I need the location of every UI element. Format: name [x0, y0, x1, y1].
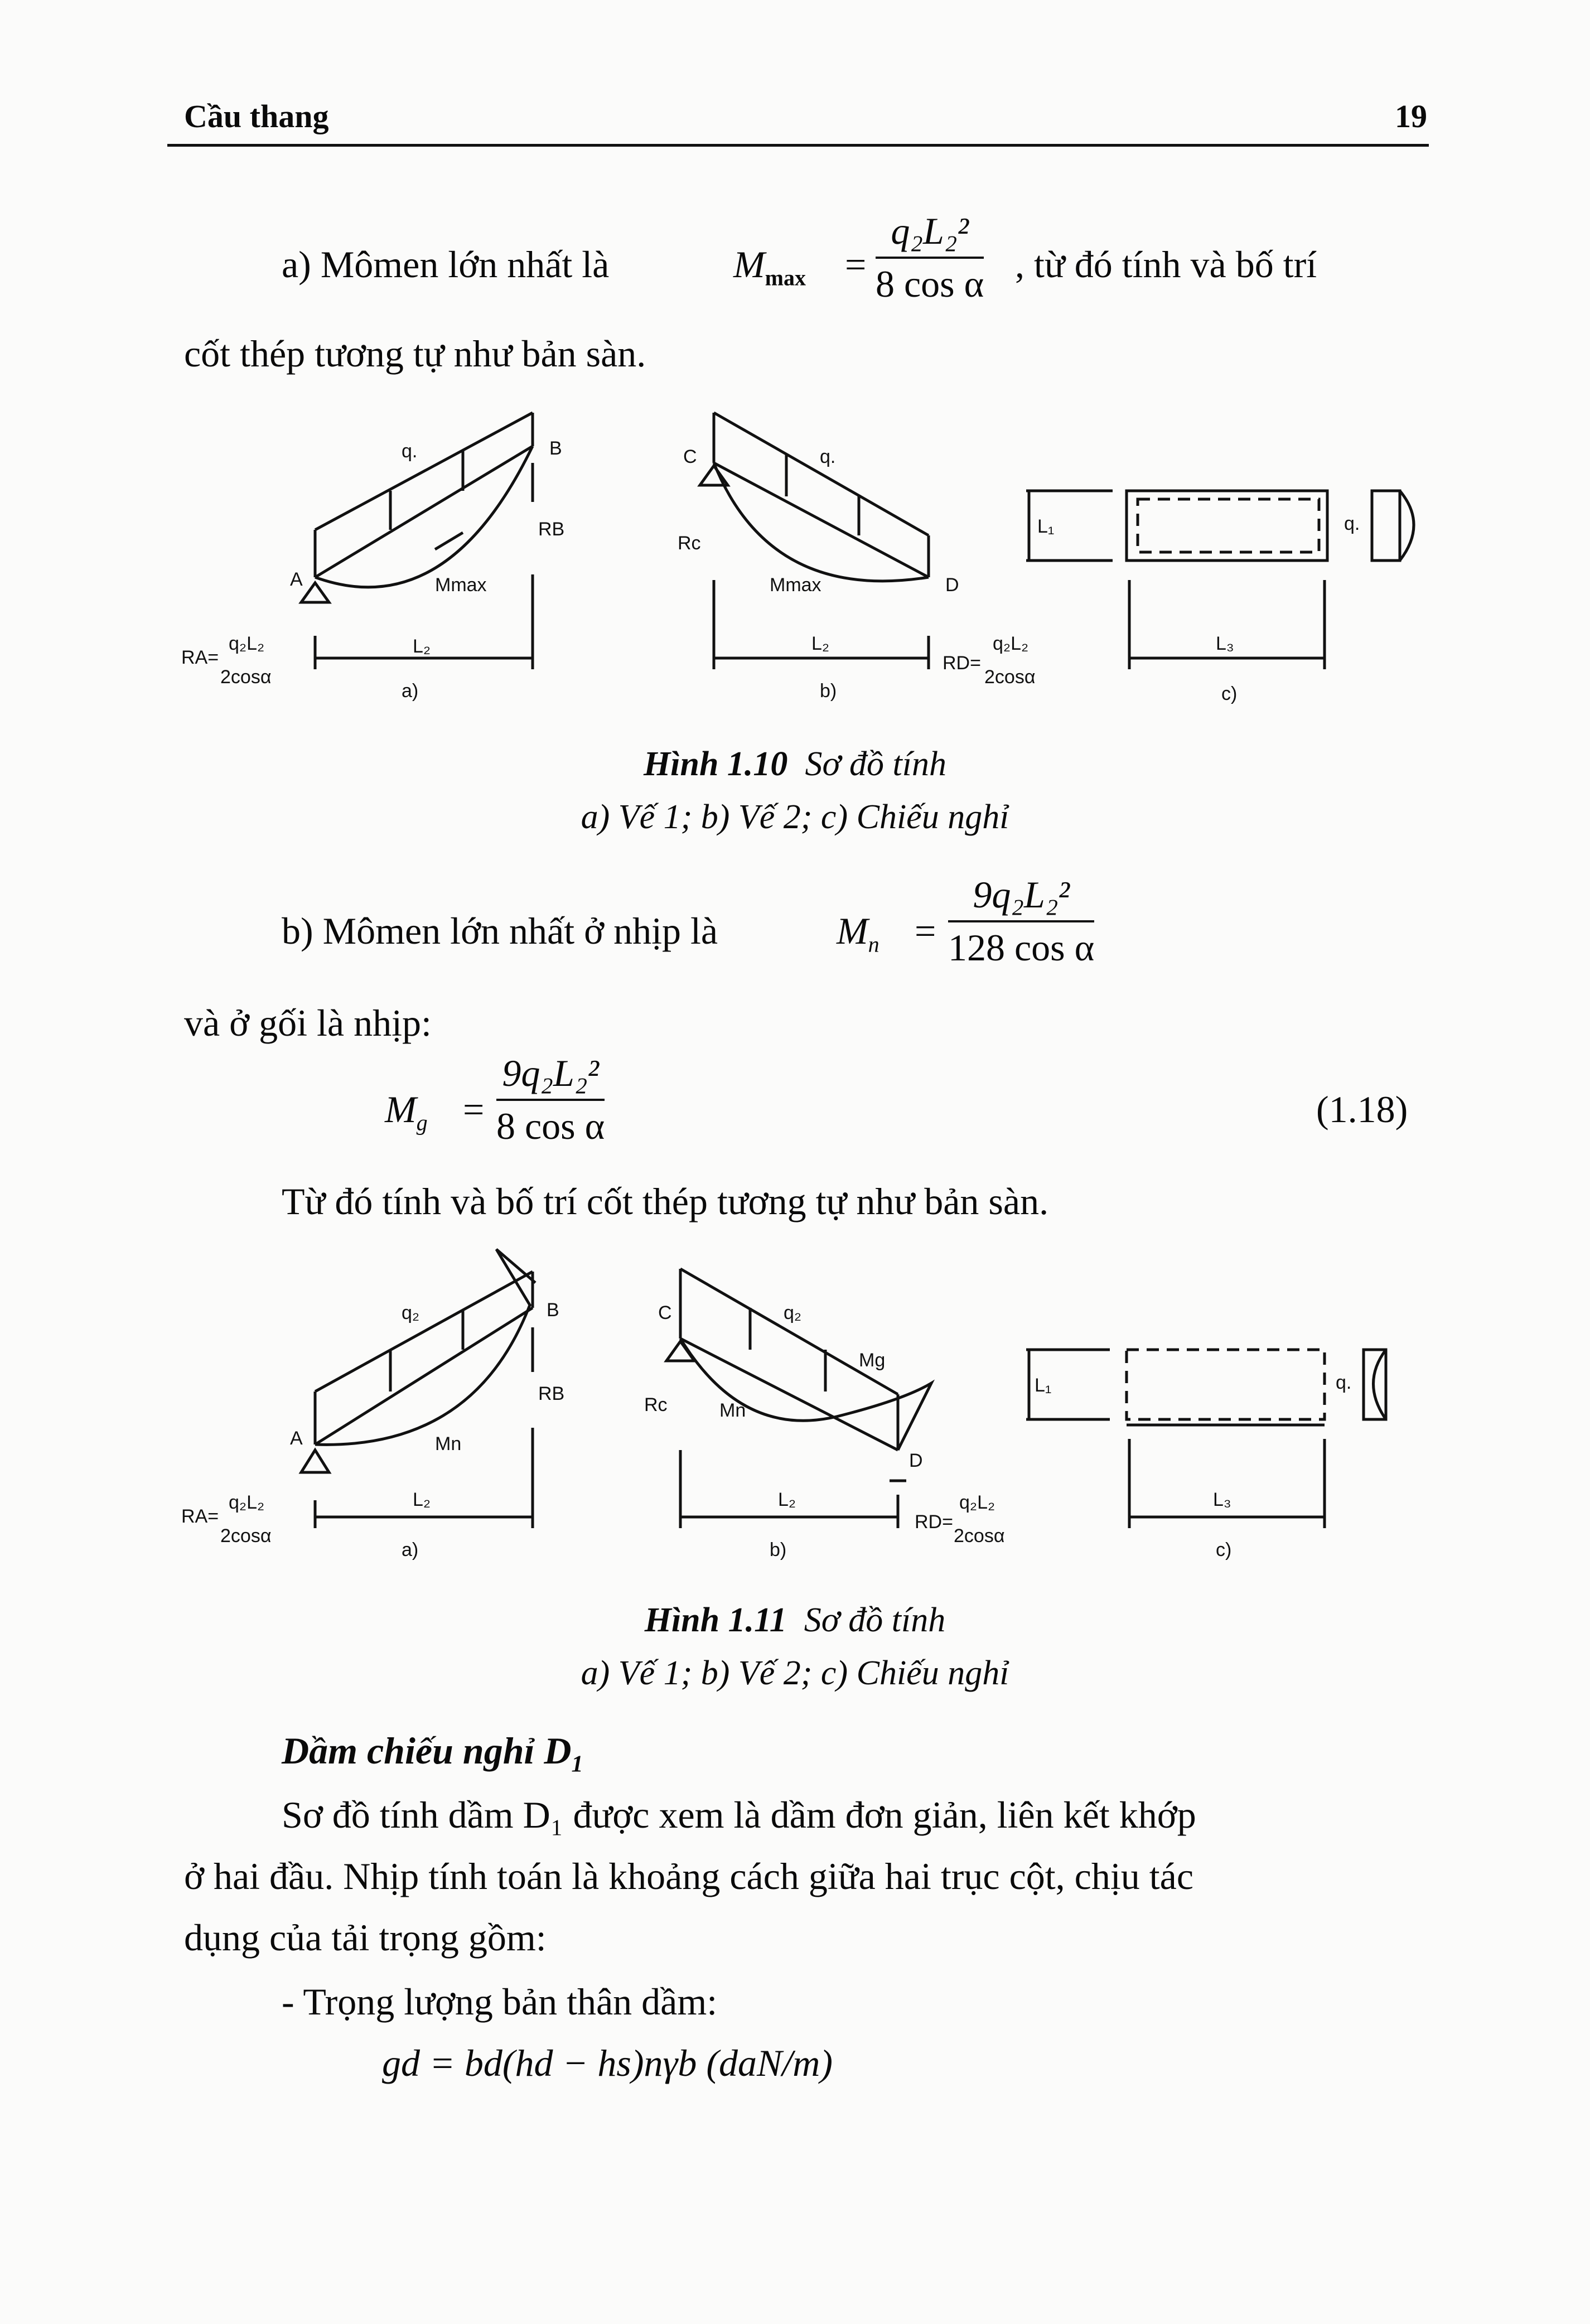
fig2-b-rc-label: Rc: [644, 1394, 668, 1415]
eq-a-continuation: cốt thép tương tự như bản sàn.: [184, 332, 646, 375]
page-number: 19: [1395, 98, 1427, 134]
section-para-line3: dụng của tải trọng gồm:: [184, 1916, 547, 1959]
eq-a-symbol: $M_{max}$: [733, 243, 806, 291]
fig2-a-a-label: A: [290, 1428, 303, 1449]
fig1-b-rd-num: q₂L₂: [993, 633, 1029, 654]
fig1-b-d-label: D: [945, 574, 959, 596]
fig2-a-ra-den: 2cosα: [220, 1525, 272, 1547]
fig2-a-q-label: q₂: [402, 1302, 420, 1323]
eq-g-after: Từ đó tính và bố trí cốt thép tương tự như bản sàn.: [282, 1180, 1049, 1223]
fig2-b-rd-den: 2cosα: [954, 1525, 1005, 1547]
eq-b-continuation: và ở gối là nhịp:: [184, 1002, 432, 1044]
section-bullet: - Trọng lượng bản thân dầm:: [282, 1980, 718, 2023]
fig2-a-rb-label: RB: [538, 1383, 565, 1404]
fig2-a-l2-label: L₂: [413, 1489, 431, 1510]
fig2-a-mn-label: Mn: [435, 1433, 462, 1455]
eq-g-symbol: $M_g$: [385, 1088, 428, 1136]
fig2-a-ra-lhs: RA=: [181, 1506, 219, 1527]
eq-a-denominator: 8 cos α: [876, 263, 984, 305]
fig2-b-c-label: C: [658, 1302, 672, 1323]
eq-g-equals: =: [463, 1088, 485, 1130]
fig2-a-load-line: [315, 1272, 533, 1391]
fig1-a-ra-num: q₂L₂: [229, 633, 265, 654]
eq-a-suffix: , từ đó tính và bố trí: [1015, 243, 1317, 286]
fig1-a-q-label: q.: [402, 441, 418, 462]
fig1-b-rc-label: Rc: [678, 533, 701, 554]
fig2-a-beam: [315, 1308, 533, 1444]
fig1-b-mmax-label: Mmax: [770, 574, 821, 596]
fig1-a-mmax-label: Mmax: [435, 574, 487, 596]
eq-a-numerator: q₂L₂²: [876, 209, 984, 259]
fig1-c-q-label: q.: [1344, 513, 1360, 534]
fig1-b-q-label: q.: [820, 446, 836, 467]
fig1-b-rd-den: 2cosα: [984, 666, 1036, 688]
eq-g-number: (1.18): [1316, 1088, 1408, 1130]
fig2-caption-sub: a) Vế 1; b) Vế 2; c) Chiếu nghỉ: [581, 1654, 1009, 1692]
fig1-a-b-label: B: [549, 438, 562, 459]
fig2-b-mg-label: Mg: [859, 1350, 886, 1371]
eq-b-numerator: 9q₂L₂²: [948, 873, 1094, 922]
fig1-a-a-label: A: [290, 569, 303, 590]
fig1-b-tag: b): [820, 680, 837, 702]
eq-g-numerator: 9q₂L₂²: [496, 1051, 605, 1101]
eq-g-denominator: 8 cos α: [496, 1105, 605, 1147]
fig2-c-q-label: q.: [1336, 1372, 1352, 1393]
fig1-b-l-label: L₂: [811, 633, 830, 654]
fig2-b-l-label: L₂: [778, 1489, 796, 1510]
fig2-b-load-line: [680, 1269, 898, 1394]
fig1-b-c-label: C: [683, 446, 697, 467]
fig2-b-mn-label: Mn: [719, 1400, 746, 1421]
fig1-b-rd-lhs: RD=: [943, 653, 981, 674]
section-heading: Dầm chiếu nghỉ $D_1$: [282, 1729, 583, 1777]
fig2-c-l1-label: L₁: [1035, 1375, 1052, 1396]
fig1-a-ra-den: 2cosα: [220, 666, 272, 688]
fig1-a-tag: a): [402, 680, 419, 702]
section-para-line2: ở hai đầu. Nhịp tính toán là khoảng cách giữa hai trục cột, chịu tác: [184, 1855, 1194, 1897]
fig1-a-rb-label: RB: [538, 519, 565, 540]
eq-b-equals: =: [915, 910, 936, 952]
fig2-a-support-a: [301, 1450, 329, 1472]
fig2-b-rd-num: q₂L₂: [959, 1492, 995, 1513]
running-header-title: Cầu thang: [184, 98, 329, 134]
eq-b-symbol: $M_n$: [837, 910, 879, 957]
fig2-a-tag: a): [402, 1539, 419, 1560]
fig2-c-tag: c): [1216, 1539, 1232, 1560]
fig1-caption-sub: a) Vế 1; b) Vế 2; c) Chiếu nghỉ: [581, 798, 1009, 836]
section-formula: gd = bd(hd − hs)nγb (daN/m): [382, 2042, 833, 2084]
section-para-line1: Sơ đồ tính dầm D₁ được xem là dầm đơn giản, liên kết khớp: [282, 1794, 1196, 1836]
fig2-a-moment-curve: [315, 1249, 535, 1444]
fig2-caption: Hình 1.11 Sơ đồ tính: [644, 1601, 946, 1639]
fig1-caption: Hình 1.10 Sơ đồ tính: [644, 745, 946, 783]
fig2-b-moment-curve: [680, 1339, 931, 1450]
fig2-b-tag: b): [770, 1539, 787, 1560]
eq-a-equals: =: [845, 243, 867, 286]
fig1-a-ra-lhs: RA=: [181, 647, 219, 668]
eq-b-denominator: 128 cos α: [948, 926, 1095, 969]
fig1-a-l2-label: L₂: [413, 636, 431, 657]
fig2-b-rd-lhs: RD=: [915, 1511, 953, 1533]
fig1-c-tag: c): [1221, 683, 1238, 704]
fig2-a-ra-num: q₂L₂: [229, 1492, 265, 1513]
fig1-c-l3-label: L₃: [1216, 633, 1234, 654]
fig2-c-slab: [1127, 1350, 1325, 1419]
fig2-c-l3-label: L₃: [1213, 1489, 1231, 1510]
fig1-c-l1-label: L₁: [1037, 516, 1055, 537]
eq-a-prefix: a) Mômen lớn nhất là: [282, 243, 610, 286]
eq-b-prefix: b) Mômen lớn nhất ở nhịp là: [282, 910, 718, 952]
fig2-a-b-label: B: [547, 1299, 559, 1321]
fig2-b-q-label: q₂: [784, 1302, 802, 1323]
fig2-b-d-label: D: [909, 1450, 923, 1471]
